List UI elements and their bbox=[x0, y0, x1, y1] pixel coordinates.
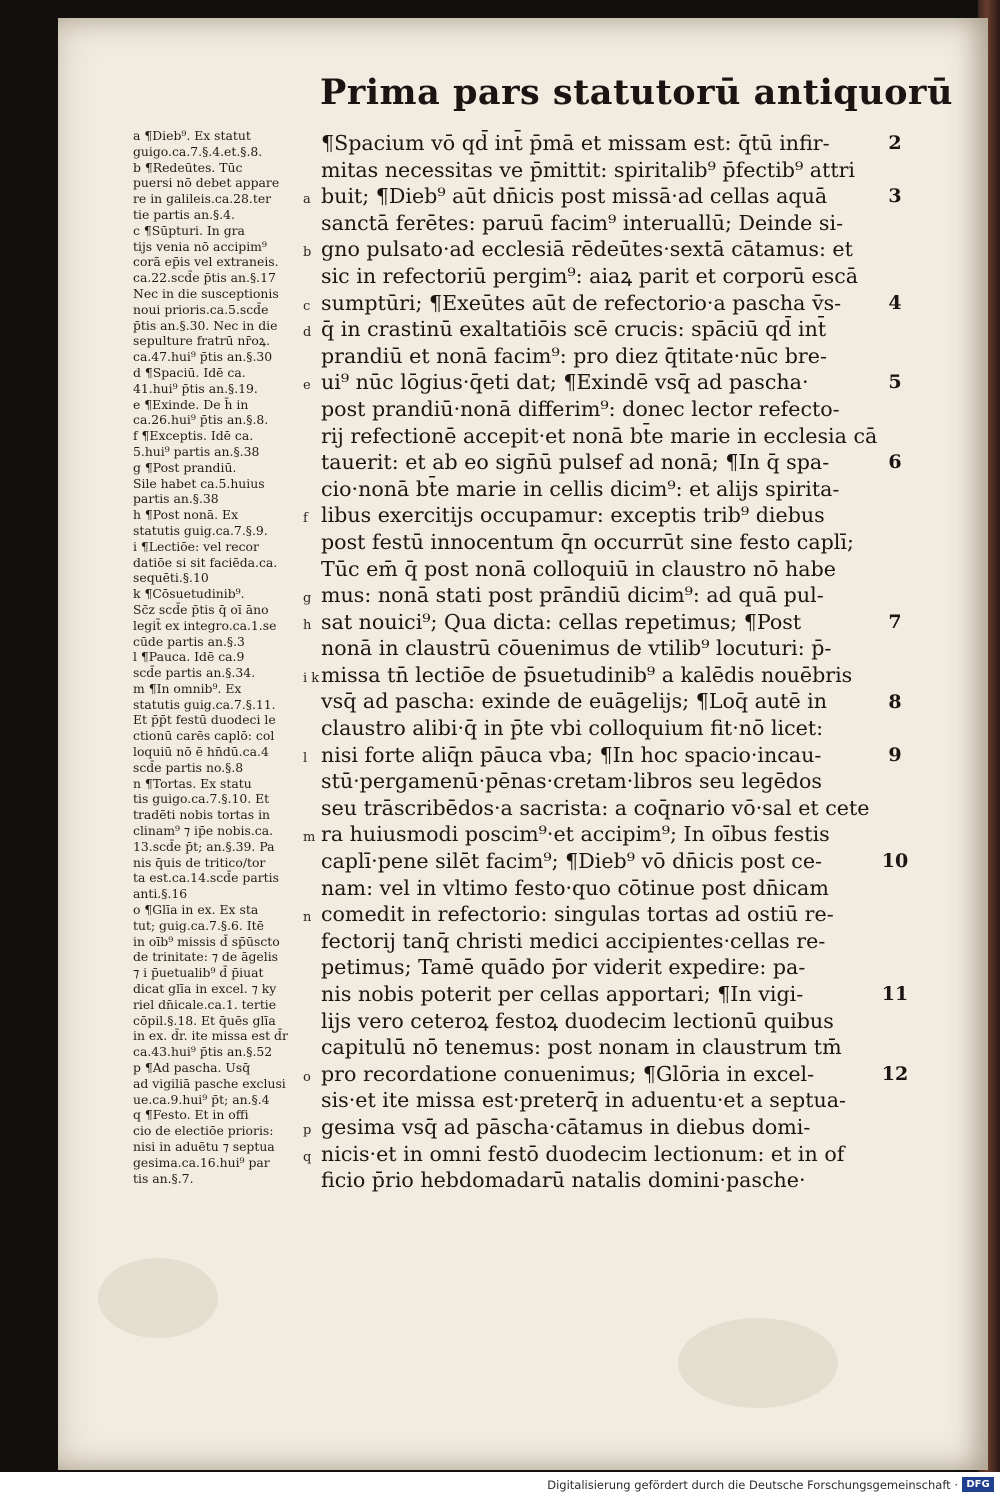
section-number: 5 bbox=[888, 371, 902, 394]
text-line-content: vsq̄ ad pascha: exinde de euāgelijs; ¶Loq̄ autē in bbox=[321, 689, 828, 714]
dfg-logo: DFG bbox=[962, 1477, 994, 1492]
note-key: n bbox=[303, 910, 312, 926]
text-line-content: lijs vero ceteroꝝ festoꝝ duodecim lectionū quibus bbox=[321, 1008, 834, 1033]
text-line bbox=[317, 635, 917, 662]
section-number: 7 bbox=[888, 610, 902, 633]
text-line bbox=[303, 901, 917, 928]
text-line bbox=[317, 556, 917, 583]
text-line-content: comedit in refectorio: singulas tortas ad ostiū re- bbox=[321, 902, 834, 927]
text-line bbox=[303, 662, 917, 689]
section-number: 4 bbox=[888, 291, 902, 314]
margin-note-line: nis q̄uis de tritico/tor bbox=[133, 854, 266, 870]
text-line-content: sanctā ferētes: paruū facim⁹ interuallū; Deinde si- bbox=[321, 210, 844, 235]
margin-note-line: puersi nō debet appare bbox=[133, 175, 280, 191]
margin-note-line: ue.ca.9.hui⁹ p̄t; an.§.4 bbox=[133, 1091, 270, 1107]
note-key: o bbox=[303, 1069, 311, 1085]
margin-note-line: k ¶Cōsuetudinib⁹. bbox=[133, 586, 245, 602]
digitization-footer bbox=[0, 1472, 1000, 1498]
margin-note-line: f ¶Exceptis. Idē ca. bbox=[133, 428, 254, 444]
text-line-content: tauerit: et ab eo sign̄ū pulsef ad nonā; ¶In q̄ spa- bbox=[321, 450, 830, 475]
margin-note-line: legit̄ ex integro.ca.1.se bbox=[133, 617, 277, 633]
text-line bbox=[303, 183, 917, 210]
margin-note-line: sequēti.§.10 bbox=[133, 570, 209, 586]
text-line-content: libus exercitijs occupamur: exceptis trib⁹ diebus bbox=[321, 503, 825, 528]
margin-note-line: ca.22.scd̄e p̄tis an.§.17 bbox=[133, 270, 276, 286]
text-line bbox=[317, 449, 917, 476]
section-number: 11 bbox=[881, 983, 909, 1006]
margin-note-line: d ¶Spaciū. Idē ca. bbox=[133, 364, 246, 380]
margin-note-line: cūde partis an.§.3 bbox=[133, 633, 245, 649]
text-line bbox=[317, 795, 917, 822]
text-line-content: missa tn̄ lectiōe de p̄suetudinib⁹ a kalēdis nouēbris bbox=[321, 662, 853, 687]
text-line-content: q̄ in crastinū exaltatiōis scē crucis: spāciū qd̄ int̄ bbox=[321, 317, 827, 342]
text-line bbox=[303, 290, 917, 317]
margin-note-line: gesima.ca.16.hui⁹ par bbox=[133, 1154, 270, 1170]
margin-note-line: b ¶Redeūtes. Tūc bbox=[133, 159, 243, 175]
margin-note-line: ad vigiliā pasche exclusi bbox=[133, 1075, 286, 1091]
text-line-content: sumptūri; ¶Exeūtes aūt de refectorio·a pascha v̄s- bbox=[321, 290, 842, 315]
section-number: 10 bbox=[881, 850, 909, 873]
text-line bbox=[303, 236, 917, 263]
text-line-content: nicis·et in omni festō duodecim lectionum: et in of bbox=[321, 1141, 845, 1166]
margin-notes bbox=[133, 128, 311, 1186]
text-line bbox=[317, 928, 917, 955]
text-line-content: capitulū nō tenemus: post nonam in claustrum tm̄ bbox=[321, 1035, 842, 1060]
text-line-content: sat nouici⁹; Qua dicta: cellas repetimus; ¶Post bbox=[321, 609, 802, 634]
text-line-content: Tūc em̄ q̄ post nonā colloquiū in claustro nō habe bbox=[321, 556, 836, 581]
margin-note-line: c ¶Sūpturi. In gra bbox=[133, 222, 245, 238]
text-line bbox=[317, 263, 917, 290]
text-line bbox=[317, 210, 917, 237]
section-number: 2 bbox=[888, 132, 902, 154]
text-line-content: nisi forte aliq̄n pāuca vba; ¶In hoc spacio·incau- bbox=[321, 742, 822, 767]
margin-note-line: nisi in aduētu ⁊ septua bbox=[133, 1139, 275, 1154]
text-line bbox=[317, 529, 917, 556]
note-key: c bbox=[303, 298, 311, 314]
margin-note-line: cōpil.§.18. Et q̄uēs glīa bbox=[133, 1012, 276, 1028]
margin-note-line: g ¶Post prandiū. bbox=[133, 459, 237, 475]
text-line-content: ui⁹ nūc lōgius·q̄eti dat; ¶Exindē vsq̄ ad pascha· bbox=[321, 370, 809, 395]
margin-note-line: q ¶Festo. Et in offi bbox=[133, 1107, 249, 1123]
note-key: d bbox=[303, 325, 312, 341]
note-key: a bbox=[303, 192, 311, 208]
text-line bbox=[317, 688, 917, 715]
note-key: q bbox=[303, 1149, 312, 1165]
section-number: 9 bbox=[888, 743, 902, 766]
margin-note-line: e ¶Exinde. De h̄ in bbox=[133, 396, 249, 412]
margin-note-line: 13.scd̄e p̄t; an.§.39. Pa bbox=[133, 838, 275, 854]
margin-note-line: riel dn̄icale.ca.1. tertie bbox=[133, 996, 277, 1012]
text-line-content: caplī·pene silēt facim⁹; ¶Dieb⁹ vō dn̄icis post ce- bbox=[321, 849, 822, 874]
margin-note-line: p̄tis an.§.30. Nec in die bbox=[133, 317, 278, 333]
margin-note-line: corā ep̄is vel extraneis. bbox=[133, 254, 279, 270]
text-line bbox=[303, 609, 917, 636]
margin-note-line: p ¶Ad pascha. Usq̄ bbox=[133, 1060, 251, 1076]
text-line-content: gesima vsq̄ ad pāscha·cātamus in diebus domi- bbox=[321, 1114, 811, 1139]
margin-note-line: m ¶In omnib⁹. Ex bbox=[133, 680, 242, 696]
margin-note-line: sepulture fratrū nr̄oꝝ. bbox=[133, 333, 270, 349]
text-line bbox=[317, 954, 917, 981]
running-head: Prima pars statutorū antiquorū bbox=[320, 72, 953, 113]
margin-note-line: ta est.ca.14.scd̄e partis bbox=[133, 870, 279, 886]
text-line bbox=[303, 1114, 917, 1141]
text-line bbox=[317, 981, 917, 1008]
margin-note-line: o ¶Glīa in ex. Ex sta bbox=[133, 902, 259, 918]
section-number: 3 bbox=[888, 185, 902, 208]
text-line-content: claustro alibi·q̄ in p̄te vbi colloquium fit·nō licet: bbox=[321, 716, 824, 741]
text-line-content: buit; ¶Dieb⁹ aūt dn̄icis post missā·ad cellas aquā bbox=[321, 184, 828, 209]
margin-note-line: Sc̄z scd̄e p̄tis q̄ oī āno bbox=[133, 601, 269, 617]
note-key: g bbox=[303, 591, 312, 607]
margin-note-line: l ¶Pauca. Idē ca.9 bbox=[133, 649, 245, 665]
text-line bbox=[317, 768, 917, 795]
text-line-content: nam: vel in vltimo festo·quo cōtinue post dn̄icam bbox=[321, 875, 829, 900]
text-line-content: post festū innocentum q̄n occurrūt sine festo caplī; bbox=[321, 529, 854, 554]
margin-note-line: loquiū nō ē hn̄dū.ca.4 bbox=[133, 744, 269, 760]
margin-note-line: clinam⁹ ⁊ ip̄e nobis.ca. bbox=[133, 823, 274, 839]
text-line-content: nis nobis poterit per cellas apportari; ¶In vigi- bbox=[321, 982, 804, 1006]
note-key: b bbox=[303, 245, 312, 261]
margin-note-line: statutis guig.ca.7.§.9. bbox=[133, 522, 268, 538]
text-line-content: ¶Spacium vō qd̄ int̄ p̄mā et missam est: q̄tū infir- bbox=[321, 131, 830, 155]
text-line bbox=[303, 582, 917, 609]
margin-note-line: de trinitate: ⁊ de āgelis bbox=[133, 949, 279, 965]
text-line bbox=[317, 875, 917, 902]
text-line-content: gno pulsato·ad ecclesiā rēdeūtes·sextā cātamus: et bbox=[321, 237, 853, 262]
margin-note-line: tut; guig.ca.7.§.6. Itē bbox=[133, 917, 264, 933]
margin-note-line: in ex. d̄r. ite missa est d̄r bbox=[133, 1028, 288, 1044]
text-line bbox=[317, 1034, 917, 1061]
margin-note-line: ca.47.hui⁹ p̄tis an.§.30 bbox=[133, 349, 273, 365]
margin-note-line: ctionū carēs caplō: col bbox=[133, 728, 275, 744]
note-key: i k bbox=[303, 670, 320, 686]
margin-note-line: Nec in die susceptionis bbox=[133, 285, 279, 301]
text-line-content: petimus; Tamē quādo p̄or viderit expedire: pa- bbox=[321, 955, 806, 980]
text-line bbox=[317, 1167, 917, 1194]
margin-note-line: ca.43.hui⁹ p̄tis an.§.52 bbox=[133, 1044, 273, 1060]
text-line bbox=[303, 742, 917, 769]
text-line-content: post prandiū·nonā differim⁹: donec lector refecto- bbox=[321, 396, 840, 421]
margin-note-line: Et p̄p̄t festū duodeci le bbox=[133, 712, 276, 728]
text-line bbox=[317, 423, 917, 450]
margin-note-line: n ¶Tortas. Ex statu bbox=[133, 775, 252, 791]
margin-note-line: tis an.§.7. bbox=[133, 1170, 194, 1186]
margin-note-line: partis an.§.38 bbox=[133, 491, 219, 507]
margin-note-line: ca.26.hui⁹ p̄tis an.§.8. bbox=[133, 412, 269, 428]
text-line bbox=[317, 130, 917, 157]
text-line-content: mus: nonā stati post prāndiū dicim⁹: ad quā pul- bbox=[321, 583, 824, 608]
paper-stain bbox=[98, 1258, 218, 1338]
funding-notice: Digitalisierung gefördert durch die Deutsche Forschungsgemeinschaft · bbox=[547, 1478, 958, 1492]
margin-note-line: datiōe si sit faciēda.ca. bbox=[133, 554, 278, 570]
margin-note-line: dicat glīa in excel. ⁊ ky bbox=[133, 981, 277, 997]
text-line bbox=[303, 1061, 917, 1088]
text-line bbox=[303, 316, 917, 343]
text-line bbox=[303, 502, 917, 529]
text-line-content: stū·pergamenū·pēnas·cretam·libros seu legēdos bbox=[321, 769, 822, 794]
text-line bbox=[317, 848, 917, 875]
note-key: e bbox=[303, 378, 311, 394]
note-key: h bbox=[303, 617, 312, 633]
text-line bbox=[303, 369, 917, 396]
text-line bbox=[317, 476, 917, 503]
text-line-content: ra huiusmodi poscim⁹·et accipim⁹; In oībus festis bbox=[321, 822, 830, 847]
text-line-content: mitas necessitas ve p̄mittit: spiritalib⁹ p̄fectib⁹ attri bbox=[321, 157, 856, 182]
margin-note-line: 41.hui⁹ p̄tis an.§.19. bbox=[133, 380, 258, 396]
section-number: 6 bbox=[888, 451, 902, 474]
margin-note-line: tijs venia nō accipim⁹ bbox=[133, 238, 267, 254]
text-line bbox=[317, 1087, 917, 1114]
margin-note-line: ⁊ i p̄uetualib⁹ d̄ p̄iuat bbox=[133, 965, 264, 981]
text-line-content: nonā in claustrū cōuenimus de vtilib⁹ locuturi: p̄- bbox=[321, 636, 832, 661]
text-line bbox=[317, 715, 917, 742]
text-line-content: seu trāscribēdos·a sacrista: a coq̄nario vō·sal et cete bbox=[321, 795, 870, 820]
text-line bbox=[303, 1141, 917, 1168]
text-line-content: rij refectionē accepit·et nonā bt̄e marie in ecclesia cā bbox=[321, 423, 878, 448]
margin-note-line: tis guigo.ca.7.§.10. Et bbox=[133, 791, 270, 807]
text-line bbox=[317, 343, 917, 370]
text-line-content: ficio p̄rio hebdomadarū natalis domini·pasche· bbox=[321, 1168, 806, 1193]
note-key: f bbox=[303, 511, 308, 527]
margin-note-line: h ¶Post nonā. Ex bbox=[133, 507, 239, 523]
margin-note-line: Sile habet ca.5.huius bbox=[133, 475, 265, 491]
margin-note-line: tie partis an.§.4. bbox=[133, 206, 235, 222]
margin-note-line: i ¶Lectiōe: vel recor bbox=[133, 538, 259, 554]
text-line-content: fectorij tanq̄ christi medici accipientes·cellas re- bbox=[321, 928, 826, 953]
main-text-column bbox=[303, 130, 917, 1194]
margin-note-line: scd̄e partis no.§.8 bbox=[133, 759, 244, 775]
margin-note-line: re in galileis.ca.28.ter bbox=[133, 191, 272, 207]
text-line bbox=[317, 157, 917, 184]
margin-note-line: in oīb⁹ missis d̄ sp̄ūscto bbox=[133, 933, 280, 949]
text-line-content: pro recordatione conuenimus; ¶Glōria in excel- bbox=[321, 1061, 815, 1086]
margin-note-line: 5.hui⁹ partis an.§.38 bbox=[133, 443, 260, 459]
margin-note-line: guigo.ca.7.§.4.et.§.8. bbox=[133, 143, 263, 159]
text-line bbox=[317, 396, 917, 423]
note-key: m bbox=[303, 830, 316, 846]
margin-note-line: noui prioris.ca.5.scd̄e bbox=[133, 301, 269, 317]
margin-note-line: cio de electiōe prioris: bbox=[133, 1123, 274, 1139]
note-key: l bbox=[303, 750, 308, 766]
margin-note-line: statutis guig.ca.7.§.11. bbox=[133, 696, 276, 712]
text-line-content: sis·et ite missa est·preterq̄ in aduentu·et a septua- bbox=[321, 1088, 846, 1113]
margin-note-line: anti.§.16 bbox=[133, 886, 188, 902]
section-number: 8 bbox=[888, 690, 902, 713]
section-number: 12 bbox=[881, 1063, 909, 1085]
margin-note-line: tradēti nobis tortas in bbox=[133, 807, 271, 823]
text-line bbox=[303, 821, 917, 848]
text-line bbox=[317, 1008, 917, 1035]
margin-note-line: scd̄e partis an.§.34. bbox=[133, 665, 256, 681]
note-key: p bbox=[303, 1122, 312, 1138]
text-line-content: cio·nonā bt̄e marie in cellis dicim⁹: et alijs spirita- bbox=[321, 476, 840, 501]
text-line-content: prandiū et nonā facim⁹: pro diez q̄titate·nūc bre- bbox=[321, 343, 827, 368]
margin-note-line: a ¶Dieb⁹. Ex statut bbox=[133, 128, 251, 143]
text-line-content: sic in refectoriū pergim⁹: aiaꝝ parit et corporū escā bbox=[321, 263, 859, 288]
paper-stain bbox=[678, 1318, 838, 1408]
